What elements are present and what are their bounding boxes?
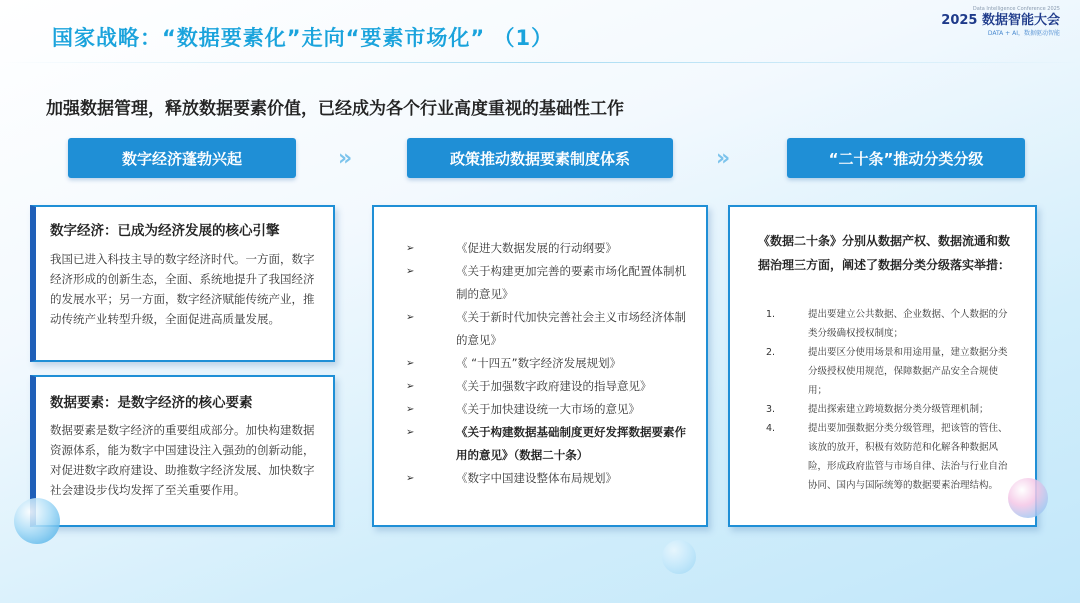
measures-list <box>766 305 1011 495</box>
chevron-right-icon: » <box>338 146 348 171</box>
column-heading-policy: 政策推动数据要素制度体系 <box>407 138 673 178</box>
decorative-orb-icon <box>1008 478 1048 518</box>
list-item: ➢ 《数字中国建设整体布局规划》 <box>406 467 688 490</box>
list-item: 3. 提出探索建立跨境数据分类分级管理机制； <box>766 404 989 415</box>
title-divider <box>0 62 1080 63</box>
brand-slogan: DATA + AI，数据驱动智能 <box>987 30 1060 37</box>
brand-tagline-en: Data Intelligence Conference 2025 <box>972 6 1060 12</box>
arrow-bullet-icon: ➢ <box>406 404 415 415</box>
list-item-highlight: ➢ 《关于构建数据基础制度更好发挥数据要素作用的意见》（数据二十条） <box>406 421 688 467</box>
chevron-right-icon: » <box>716 146 726 171</box>
policy-list <box>406 237 688 490</box>
brand-name: 2025 数据智能大会 <box>941 13 1060 28</box>
decorative-orb-icon <box>662 540 696 574</box>
twenty-articles-card <box>728 205 1037 527</box>
arrow-bullet-icon: ➢ <box>406 381 415 392</box>
list-item: ➢ 《关于加强数字政府建设的指导意见》 <box>406 375 688 398</box>
list-item: 4. 提出要加强数据分类分级管理，把该管的管住、该放的放开，积极有效防范和化解各种数据风险，形成政府监管与市场自律、法治与行业自治协同、国内与国际统筹的数据要素治理结构。 <box>766 423 1008 491</box>
column-heading-twenty-articles: “二十条”推动分类分级 <box>787 138 1025 178</box>
list-item: ➢ 《关于新时代加快完善社会主义市场经济体制的意见》 <box>406 306 688 352</box>
policy-list-card <box>372 205 708 527</box>
card-body: 数据要素是数字经济的重要组成部分。加快构建数据资源体系，能为数字中国建设注入强劲的创新动能，对促进数字政府建设、助推数字经济发展、加快数字社会建设步伐均发挥了至关重要作用。 <box>50 423 315 497</box>
list-item: ➢ 《关于加快建设统一大市场的意见》 <box>406 398 688 421</box>
list-item: ➢ 《 “十四五”数字经济发展规划》 <box>406 352 688 375</box>
brand-logo <box>941 6 1060 38</box>
arrow-bullet-icon: ➢ <box>406 243 415 254</box>
card-title: 数字经济：已成为经济发展的核心引擎 <box>50 223 280 239</box>
slide-subtitle: 加强数据管理，释放数据要素价值，已经成为各个行业高度重视的基础性工作 <box>46 99 624 119</box>
list-item: 1. 提出要建立公共数据、企业数据、个人数据的分类分级确权授权制度； <box>766 309 1008 339</box>
digital-economy-card <box>30 205 335 362</box>
arrow-bullet-icon: ➢ <box>406 473 415 484</box>
list-item: ➢ 《促进大数据发展的行动纲要》 <box>406 237 688 260</box>
list-item: ➢ 《关于构建更加完善的要素市场化配置体制机制的意见》 <box>406 260 688 306</box>
column-heading-digital-economy: 数字经济蓬勃兴起 <box>68 138 296 178</box>
twenty-articles-intro: 《数据二十条》分别从数据产权、数据流通和数据治理三方面，阐述了数据分类分级落实举措： <box>758 234 1011 272</box>
data-element-card <box>30 375 335 527</box>
arrow-bullet-icon: ➢ <box>406 266 415 277</box>
arrow-bullet-icon: ➢ <box>406 358 415 369</box>
decorative-orb-icon <box>14 498 60 544</box>
list-item: 2. 提出要区分使用场景和用途用量，建立数据分类分级授权使用规范，保障数据产品安全合规使用； <box>766 347 1008 396</box>
arrow-bullet-icon: ➢ <box>406 427 415 438</box>
arrow-bullet-icon: ➢ <box>406 312 415 323</box>
page-title: 国家战略：“数据要素化”走向“要素市场化” （1） <box>52 26 554 50</box>
card-body: 我国已进入科技主导的数字经济时代。一方面，数字经济形成的创新生态，全面、系统地提升了我国经济的发展水平；另一方面，数字经济赋能传统产业，推动传统产业转型升级，全面促进高质量发展。 <box>50 252 315 326</box>
card-title: 数据要素：是数字经济的核心要素 <box>50 395 253 411</box>
